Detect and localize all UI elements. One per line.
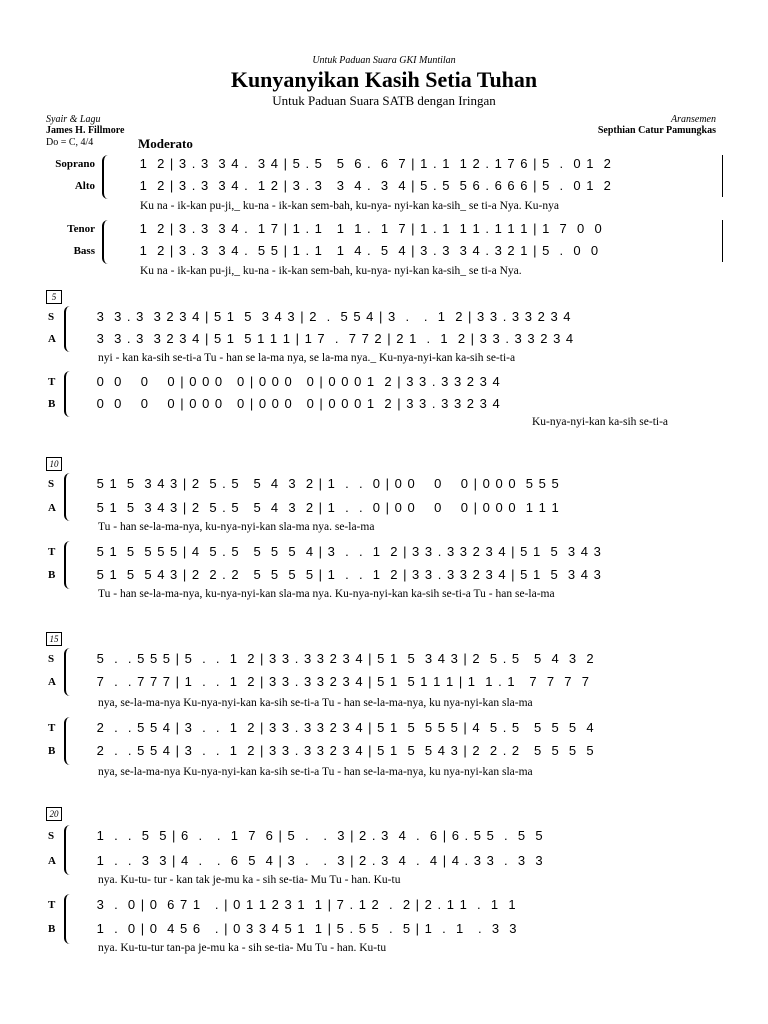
brace-sa <box>64 648 72 696</box>
brace-tb <box>64 371 72 417</box>
staff-soprano: 1 . . 5 5 | 6 . . 1 7 6 | 5 . . 3 | 2 . 3 4 . 6 | 6 . 5 5 . 5 5 <box>92 828 544 843</box>
staff-bass: 1 2 | 3 . 3 3 4 . 5 5 | 1 . 1 1 4 . 5 4 | 3 . 3 3 4 . 3 2 1 | 5 . 0 0 <box>135 243 618 258</box>
voice-label-a: A <box>48 855 56 867</box>
staff-tenor: 3 . 0 | 0 6 7 1 . | 0 1 1 2 3 1 1 | 7 . 1 2 . 2 | 2 . 1 1 . 1 1 <box>92 897 517 912</box>
measure-number: 5 <box>46 290 62 304</box>
staff-soprano: 1 2 | 3 . 3 3 4 . 3 4 | 5 . 5 5 6 . 6 7 | 1 . 1 1 2 . 1 7 6 | 5 . 0 1 2 <box>135 156 617 171</box>
voice-label-t: T <box>48 722 56 734</box>
voice-label-s: S <box>48 653 55 665</box>
staff-bass: 5 1 5 5 4 3 | 2 2 . 2 5 5 5 5 | 1 . . 1 2 | 3 3 . 3 3 2 3 4 | 5 1 5 3 4 3 <box>92 567 602 582</box>
voice-label-b: B <box>48 745 56 757</box>
song-title: Kunyanyikan Kasih Setia Tuhan <box>230 67 538 92</box>
voice-label-soprano: Soprano <box>55 158 95 170</box>
staff-tenor: 5 1 5 5 5 5 | 4 5 . 5 5 5 5 4 | 3 . . 1 2 | 3 3 . 3 3 2 3 4 | 5 1 5 3 4 3 <box>92 544 602 559</box>
lyric-line-sa: nyi - kan ka-sih se-ti-a Tu - han se la-ma nya, se la-ma nya._ Ku-nya-nyi-kan ka-sih se-ti-a <box>98 352 516 364</box>
tempo-marking: Moderato <box>138 136 193 151</box>
voice-label-s: S <box>48 830 55 842</box>
voice-label-b: B <box>48 569 56 581</box>
voice-label-s: S <box>48 478 55 490</box>
voice-label-bass: Bass <box>73 245 95 257</box>
staff-tenor: 2 . . 5 5 4 | 3 . . 1 2 | 3 3 . 3 3 2 3 4 | 5 1 5 5 5 5 | 4 5 . 5 5 5 5 4 <box>92 720 595 735</box>
key-signature: Do = C, 4/4 <box>46 137 94 148</box>
lyric-music-label: Syair & Lagu <box>46 114 101 125</box>
lyric-line-sa: nya, se-la-ma-nya Ku-nya-nyi-kan ka-sih se-ti-a Tu - han se-la-ma-nya, ku nya-nyi-kan sla-ma <box>98 697 533 709</box>
measure-number: 20 <box>46 807 62 821</box>
voice-label-a: A <box>48 676 56 688</box>
voice-label-a: A <box>48 502 56 514</box>
barline-end <box>722 155 723 197</box>
voice-label-t: T <box>48 376 56 388</box>
staff-bass: 0 0 0 0 | 0 0 0 0 | 0 0 0 0 | 0 0 0 1 2 | 3 3 . 3 3 2 3 4 <box>92 396 501 411</box>
brace-tb <box>64 894 72 944</box>
lyric-line-tb: Ku na - ik-kan pu-ji,_ ku-na - ik-kan sem-bah, ku-nya- nyi-kan ka-sih_ se ti-a Nya. <box>140 265 522 277</box>
staff-soprano: 5 . . 5 5 5 | 5 . . 1 2 | 3 3 . 3 3 2 3 4 | 5 1 5 3 4 3 | 2 5 . 5 5 4 3 2 <box>92 651 595 666</box>
lyric-line-sa: Tu - han se-la-ma-nya, ku-nya-nyi-kan sla-ma nya. se-la-ma <box>98 521 375 533</box>
voice-label-b: B <box>48 923 56 935</box>
measure-number: 15 <box>46 632 62 646</box>
voice-label-a: A <box>48 333 56 345</box>
choir-dedication: Untuk Paduan Suara GKI Muntilan <box>312 55 456 66</box>
lyric-line-sa: nya. Ku-tu- tur - kan tak je-mu ka - sih se-tia- Mu Tu - han. Ku-tu <box>98 874 401 886</box>
voice-label-alto: Alto <box>74 180 95 192</box>
composer-name: James H. Fillmore <box>46 125 125 136</box>
arranger-name: Septhian Catur Pamungkas <box>597 125 716 136</box>
staff-alto: 7 . . 7 7 7 | 1 . . 1 2 | 3 3 . 3 3 2 3 4 | 5 1 5 1 1 1 | 1 1 . 1 7 7 7 7 <box>92 674 590 689</box>
brace-tb <box>102 220 110 264</box>
staff-tenor: 0 0 0 0 | 0 0 0 0 | 0 0 0 0 | 0 0 0 1 2 | 3 3 . 3 3 2 3 4 <box>92 374 501 389</box>
staff-soprano: 5 1 5 3 4 3 | 2 5 . 5 5 4 3 2 | 1 . . 0 | 0 0 0 0 | 0 0 0 5 5 5 <box>92 476 560 491</box>
staff-alto: 1 2 | 3 . 3 3 4 . 1 2 | 3 . 3 3 4 . 3 4 | 5 . 5 5 6 . 6 6 6 | 5 . 0 1 2 <box>135 178 617 193</box>
barline-end <box>722 220 723 262</box>
staff-tenor: 1 2 | 3 . 3 3 4 . 1 7 | 1 . 1 1 1 . 1 7 | 1 . 1 1 1 . 1 1 1 | 1 7 0 0 <box>135 221 622 236</box>
brace-tb <box>64 541 72 589</box>
brace-sa <box>64 306 72 352</box>
staff-alto: 1 . . 3 3 | 4 . . 6 5 4 | 3 . . 3 | 2 . 3 4 . 4 | 4 . 3 3 . 3 3 <box>92 853 544 868</box>
staff-bass: 2 . . 5 5 4 | 3 . . 1 2 | 3 3 . 3 3 2 3 4 | 5 1 5 5 4 3 | 2 2 . 2 5 5 5 5 <box>92 743 595 758</box>
lyric-line-tb: Tu - han se-la-ma-nya, ku-nya-nyi-kan sla-ma nya. Ku-nya-nyi-kan ka-sih se-ti-a Tu - han se-la-ma <box>98 588 555 600</box>
voice-label-s: S <box>48 311 55 323</box>
lyric-line-sa: Ku na - ik-kan pu-ji,_ ku-na - ik-kan sem-bah, ku-nya- nyi-kan ka-sih_ se ti-a Nya. Ku-nya <box>140 200 559 212</box>
voice-label-t: T <box>48 546 56 558</box>
brace-sa <box>102 155 110 199</box>
brace-sa <box>64 473 72 521</box>
staff-bass: 1 . 0 | 0 4 5 6 . | 0 3 3 4 5 1 1 | 5 . 5 5 . 5 | 1 . 1 . 3 3 <box>92 921 518 936</box>
lyric-line-tb: nya, se-la-ma-nya Ku-nya-nyi-kan ka-sih se-ti-a Tu - han se-la-ma-nya, ku nya-nyi-kan sla-ma <box>98 766 533 778</box>
brace-sa <box>64 825 72 875</box>
arranger-label: Aransemen <box>671 114 716 125</box>
measure-number: 10 <box>46 457 62 471</box>
lyric-line-tb: Ku-nya-nyi-kan ka-sih se-ti-a <box>532 416 669 428</box>
voice-label-t: T <box>48 899 56 911</box>
lyric-line-tb: nya. Ku-tu-tur tan-pa je-mu ka - sih se-tia- Mu Tu - han. Ku-tu <box>98 942 387 954</box>
voice-label-b: B <box>48 398 56 410</box>
staff-alto: 3 3 . 3 3 2 3 4 | 5 1 5 1 1 1 | 1 7 . 7 7 2 | 2 1 . 1 2 | 3 3 . 3 3 2 3 4 <box>92 331 575 346</box>
staff-soprano: 3 3 . 3 3 2 3 4 | 5 1 5 3 4 3 | 2 . 5 5 4 | 3 . . 1 2 | 3 3 . 3 3 2 3 4 <box>92 309 572 324</box>
song-subtitle: Untuk Paduan Suara SATB dengan Iringan <box>272 93 496 108</box>
voice-label-tenor: Tenor <box>67 223 95 235</box>
brace-tb <box>64 717 72 765</box>
staff-alto: 5 1 5 3 4 3 | 2 5 . 5 5 4 3 2 | 1 . . 0 | 0 0 0 0 | 0 0 0 1 1 1 <box>92 500 560 515</box>
